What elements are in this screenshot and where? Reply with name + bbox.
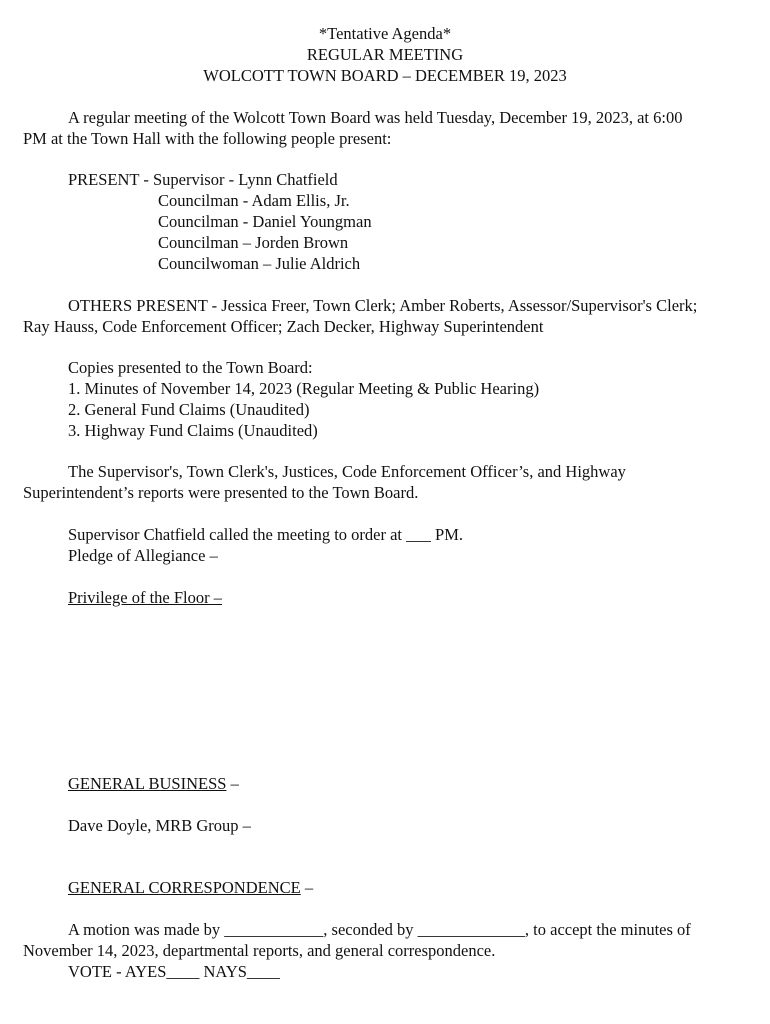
reports-line-1: The Supervisor's, Town Clerk's, Justices, Code Enforcement Officer’s, and Highway bbox=[68, 462, 626, 481]
general-correspondence-heading: GENERAL CORRESPONDENCE bbox=[68, 878, 301, 897]
others-present-line-2: Ray Hauss, Code Enforcement Officer; Zach Decker, Highway Superintendent bbox=[23, 317, 544, 336]
general-business-dash: – bbox=[226, 774, 239, 793]
call-to-order: Supervisor Chatfield called the meeting to order at ___ PM. bbox=[68, 525, 463, 544]
tentative-agenda-label: *Tentative Agenda* bbox=[318, 24, 452, 43]
copies-heading: Copies presented to the Town Board: bbox=[68, 358, 313, 377]
present-member: Councilman - Adam Ellis, Jr. bbox=[158, 191, 350, 210]
meeting-type-heading: REGULAR MEETING bbox=[306, 45, 464, 64]
intro-line-1: A regular meeting of the Wolcott Town Board was held Tuesday, December 19, 2023, at 6:00 bbox=[68, 108, 683, 127]
present-supervisor: PRESENT - Supervisor - Lynn Chatfield bbox=[68, 170, 338, 189]
copies-item: 2. General Fund Claims (Unaudited) bbox=[68, 400, 310, 419]
vote-line: VOTE - AYES____ NAYS____ bbox=[68, 962, 280, 981]
copies-item: 1. Minutes of November 14, 2023 (Regular Meeting & Public Hearing) bbox=[68, 379, 540, 398]
general-correspondence-section bbox=[68, 878, 313, 899]
general-business-heading: GENERAL BUSINESS bbox=[68, 774, 227, 793]
motion-line-1: A motion was made by ____________, seconded by _____________, to accept the minutes of bbox=[68, 920, 691, 939]
board-date-heading: WOLCOTT TOWN BOARD – DECEMBER 19, 2023 bbox=[203, 66, 567, 85]
pledge-of-allegiance: Pledge of Allegiance – bbox=[68, 546, 218, 565]
reports-line-2: Superintendent’s reports were presented to the Town Board. bbox=[23, 483, 419, 502]
others-present-line-1: OTHERS PRESENT - Jessica Freer, Town Clerk; Amber Roberts, Assessor/Supervisor's Clerk; bbox=[68, 296, 698, 315]
intro-line-2: PM at the Town Hall with the following people present: bbox=[23, 129, 392, 148]
present-member: Councilwoman – Julie Aldrich bbox=[158, 254, 361, 273]
general-correspondence-dash: – bbox=[300, 878, 314, 897]
privilege-of-floor-heading: Privilege of the Floor – bbox=[68, 588, 222, 607]
general-business-section bbox=[68, 774, 239, 795]
motion-line-2: November 14, 2023, departmental reports, and general correspondence. bbox=[23, 941, 496, 960]
present-member: Councilman – Jorden Brown bbox=[158, 233, 349, 252]
copies-item: 3. Highway Fund Claims (Unaudited) bbox=[68, 421, 318, 440]
present-member: Councilman - Daniel Youngman bbox=[158, 212, 372, 231]
dave-doyle-item: Dave Doyle, MRB Group – bbox=[68, 816, 251, 835]
